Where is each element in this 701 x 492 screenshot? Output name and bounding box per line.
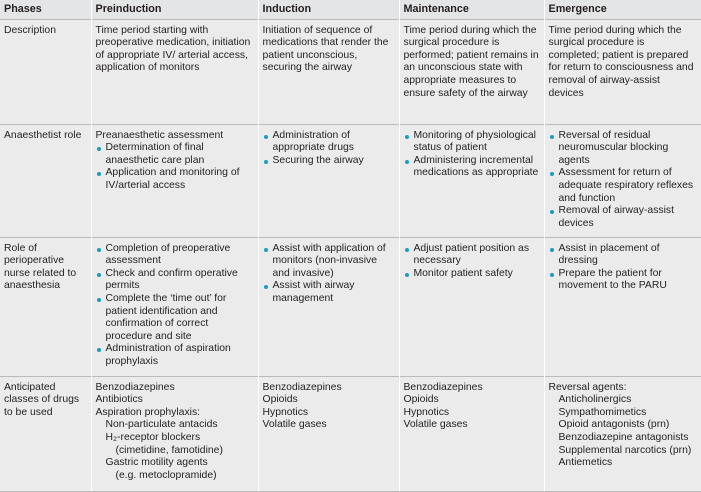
anaesthetist-preinduction [91, 124, 258, 237]
bullet-list [404, 243, 541, 281]
header-induction: Induction [258, 0, 399, 19]
list-item: Assessment for return of adequate respiratory reflexes and function [549, 167, 699, 205]
nurse-label: Role of perioperative nurse related to anaesthesia [0, 237, 91, 376]
header-phases: Phases [0, 0, 91, 19]
drugs-preinduction [91, 376, 258, 491]
nurse-row [0, 237, 701, 376]
list-item: Adjust patient position as necessary [404, 243, 541, 268]
list-item: Securing the airway [263, 155, 396, 168]
drug-line: (cimetidine, famotidine) [115, 444, 223, 456]
list-item: Assist with airway management [263, 280, 396, 305]
description-row [0, 19, 701, 124]
anaesthetist-row [0, 124, 701, 237]
drug-line: Hypnotics [262, 406, 309, 418]
drugs-label: Anticipated classes of drugs to be used [0, 376, 91, 491]
drug-line: Benzodiazepines [95, 381, 175, 393]
description-label: Description [0, 19, 91, 124]
list-item: Administering incremental medications as appropriate [404, 155, 541, 180]
drug-line: (e.g. metoclopramide) [115, 469, 217, 481]
drug-line: Opioids [403, 394, 439, 406]
drug-line: Benzodiazepines [403, 381, 483, 393]
drug-line: Antibiotics [95, 394, 143, 406]
drugs-maintenance [399, 376, 544, 491]
description-induction: Initiation of sequence of medications that render the patient unconscious, securing the airway [258, 19, 399, 124]
header-maintenance: Maintenance [399, 0, 544, 19]
drug-line: Non-particulate antacids [105, 419, 218, 431]
drug-line: H₂-receptor blockers [105, 431, 201, 443]
list-item: Removal of airway-assist devices [549, 205, 699, 230]
bullet-list [96, 243, 255, 369]
drug-line: Supplemental narcotics (prn) [558, 444, 692, 456]
header-emergence: Emergence [544, 0, 701, 19]
list-item: Assist with application of monitors (non-invasive and invasive) [263, 243, 396, 281]
list-item: Assist in placement of dressing [549, 243, 699, 268]
drug-line: Sympathomimetics [558, 406, 647, 418]
anaesthetist-preinduction-intro: Preanaesthetic assessment [95, 129, 224, 141]
drug-line: Antiemetics [558, 457, 613, 469]
drugs-row [0, 376, 701, 491]
anaesthetist-label: Anaesthetist role [0, 124, 91, 237]
bullet-list [549, 130, 699, 231]
list-item: Monitoring of physiological status of patient [404, 130, 541, 155]
anaesthetist-induction [258, 124, 399, 237]
bullet-list [96, 142, 255, 192]
nurse-preinduction [91, 237, 258, 376]
list-item: Reversal of residual neuromuscular blocking agents [549, 130, 699, 168]
header-preinduction: Preinduction [91, 0, 258, 19]
drugs-induction [258, 376, 399, 491]
list-item: Check and confirm operative permits [96, 268, 255, 293]
list-item: Complete the ‘time out’ for patient identification and confirmation of correct procedure and site [96, 293, 255, 343]
bullet-list [404, 130, 541, 180]
list-item: Completion of preoperative assessment [96, 243, 255, 268]
header-row [0, 0, 701, 19]
drug-line: Aspiration prophylaxis: [95, 406, 201, 418]
drug-line: Gastric motility agents [105, 457, 208, 469]
bullet-list [263, 130, 396, 168]
description-maintenance: Time period during which the surgical procedure is performed; patient remains in an unconscious state with appropriate measures to ensure safety of the airway [399, 19, 544, 124]
drug-line: Opioid antagonists (prn) [558, 419, 670, 431]
anaesthetist-maintenance [399, 124, 544, 237]
drug-line: Volatile gases [403, 419, 468, 431]
drug-line: Benzodiazepines [262, 381, 342, 393]
list-item: Administration of aspiration prophylaxis [96, 343, 255, 368]
list-item: Application and monitoring of IV/arterial access [96, 167, 255, 192]
anaesthetist-emergence [544, 124, 701, 237]
drug-line: Opioids [262, 394, 298, 406]
drugs-emergence [544, 376, 701, 491]
bullet-list [263, 243, 396, 306]
drug-line: Benzodiazepine antagonists [558, 431, 689, 443]
description-emergence: Time period during which the surgical procedure is completed; patient is prepared for return to consciousness and removal of airway-assist devices [544, 19, 701, 124]
list-item: Determination of final anaesthetic care plan [96, 142, 255, 167]
drug-line: Anticholinergics [558, 394, 632, 406]
nurse-induction [258, 237, 399, 376]
bullet-list [549, 243, 699, 293]
nurse-emergence [544, 237, 701, 376]
list-item: Prepare the patient for movement to the PARU [549, 268, 699, 293]
list-item: Monitor patient safety [404, 268, 541, 281]
description-preinduction: Time period starting with preoperative medication, initiation of appropriate IV/ arterial access, application of monitors [91, 19, 258, 124]
drug-line: Volatile gases [262, 419, 327, 431]
drug-line: Reversal agents: [548, 381, 627, 393]
drug-line: Hypnotics [403, 406, 450, 418]
list-item: Administration of appropriate drugs [263, 130, 396, 155]
nurse-maintenance [399, 237, 544, 376]
